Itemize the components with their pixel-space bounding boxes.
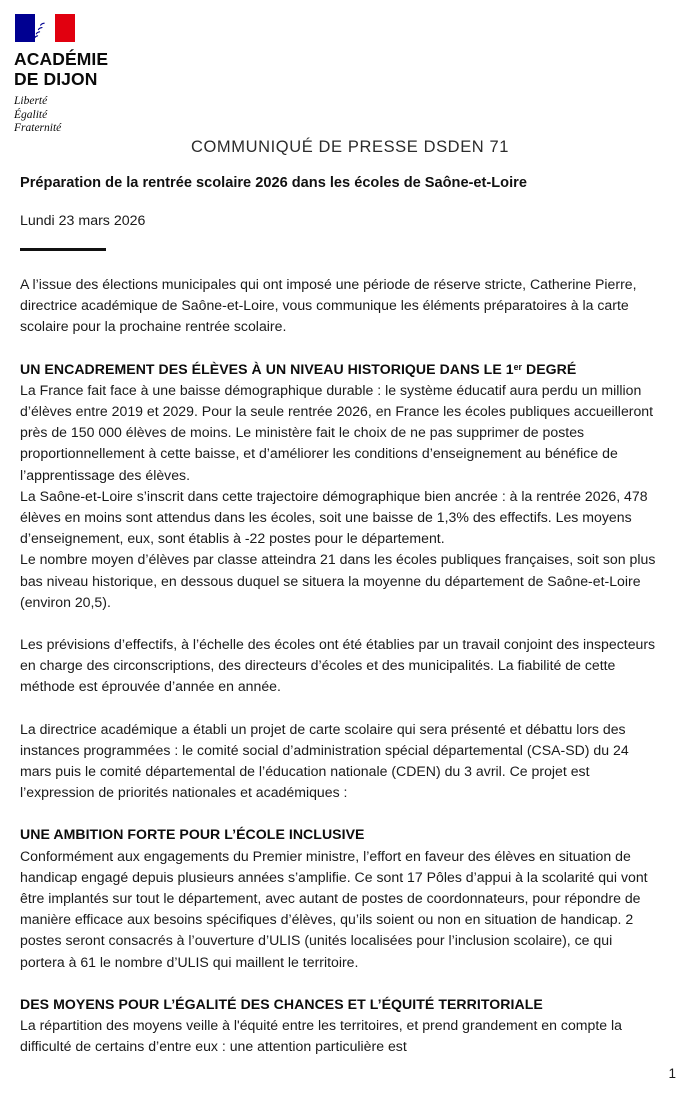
motto-egalite: Égalité	[14, 108, 48, 121]
document-body	[20, 274, 658, 1058]
spacer	[20, 338, 658, 359]
marianne-silhouette-icon	[28, 16, 62, 40]
spacer	[20, 698, 658, 719]
french-flag-marianne-icon	[15, 14, 75, 42]
section1-heading-post: DEGRÉ	[522, 360, 577, 377]
section1-paragraph-4: Les prévisions d’effectifs, à l’échelle des écoles ont été établies par un travail conjoint des inspecteurs en charge des circonscriptions, des directeurs d’écoles et des municipalités. La fiabilité de cette méthode est éprouvée d’année en année.	[20, 636, 656, 695]
document-kicker: COMMUNIQUÉ DE PRESSE DSDEN 71	[190, 138, 510, 156]
section-heading-encadrement	[20, 359, 658, 380]
spacer	[20, 613, 658, 634]
section-heading-ecole-inclusive: UNE AMBITION FORTE POUR L’ÉCOLE INCLUSIVE	[20, 826, 365, 843]
section3-paragraph-1: La répartition des moyens veille à l'équité entre les territoires, et prend grandement en compte la difficulté de certains d’entre eux : une attention particulière est	[20, 1017, 623, 1055]
spacer	[20, 803, 658, 824]
title-divider	[20, 248, 106, 251]
section1-paragraph-1: La France fait face à une baisse démographique durable : le système éducatif aura perdu un million d’élèves entre 2019 et 2029. Pour la seule rentrée 2026, en France les écoles publiques accueilleront près de 150 000 élèves de moins. Le ministère fait le choix de ne pas supprimer de postes proportionnellement à cette baisse, et d’améliorer les conditions d’enseignement au bénéfice de l’apprentissage des élèves.	[20, 381, 654, 483]
ordinal-suffix: er	[513, 361, 522, 372]
document-date: Lundi 23 mars 2026	[20, 213, 146, 229]
academy-name	[14, 49, 204, 89]
academy-name-line2: DE DIJON	[14, 69, 98, 89]
spacer	[20, 973, 658, 994]
academy-name-line1: ACADÉMIE	[14, 49, 109, 69]
page-title: Préparation de la rentrée scolaire 2026 dans les écoles de Saône-et-Loire	[20, 175, 527, 191]
intro-paragraph: A l’issue des élections municipales qui ont imposé une période de réserve stricte, Catherine Pierre, directrice académique de Saône-et-Loire, vous communique les éléments préparatoires à la carte scolaire pour la prochaine rentrée scolaire.	[20, 276, 637, 335]
section2-paragraph-1: Conformément aux engagements du Premier ministre, l’effort en faveur des élèves en situation de handicap engagé depuis plusieurs années s’amplifie. Ce sont 17 Pôles d’appui à la scolarité qui vont être implantés sur tout le département, avec autant de postes de coordonnateurs, pour répondre de manière efficace aux besoins spécifiques d’élèves, qu’ils soient ou non en situation de handicap. 2 postes seront consacrés à l’ouverture d’ULIS (unités localisées pour l’inclusion scolaire), ce qui portera à 61 le nombre d’ULIS qui maillent le territoire.	[20, 847, 648, 970]
section-heading-egalite-chances: DES MOYENS POUR L’ÉGALITÉ DES CHANCES ET L’ÉQUITÉ TERRITORIALE	[20, 995, 543, 1012]
republic-motto	[14, 95, 204, 136]
section1-paragraph-5: La directrice académique a établi un projet de carte scolaire qui sera présenté et débattu lors des instances programmées : le comité social d’administration spécial départemental (CSA-SD) du 24 mars puis le comité départemental de l’éducation nationale (CDEN) du 3 avril. Ce projet est l’expression de priorités nationales et académiques :	[20, 720, 629, 801]
section1-paragraph-2: La Saône-et-Loire s’inscrit dans cette trajectoire démographique bien ancrée : à la rentrée 2026, 478 élèves en moins sont attendus dans les écoles, soit une baisse de 1,3% des effectifs. Les moyens d’enseignement, eux, sont établis à -22 postes pour le département.	[20, 487, 648, 547]
section1-paragraph-3: Le nombre moyen d’élèves par classe atteindra 21 dans les écoles publiques françaises, soit son plus bas niveau historique, en dessous duquel se situera la moyenne du département de Saône-et-Loire (environ 20,5).	[20, 551, 656, 610]
motto-fraternite: Fraternité	[14, 122, 62, 134]
motto-liberte: Liberté	[14, 95, 48, 107]
flag-white-band	[35, 14, 55, 42]
page-number: 1	[668, 1066, 676, 1081]
academy-logo-block	[14, 14, 204, 136]
section1-heading-pre: UN ENCADREMENT DES ÉLÈVES À UN NIVEAU HISTORIQUE DANS LE 1	[20, 360, 514, 377]
